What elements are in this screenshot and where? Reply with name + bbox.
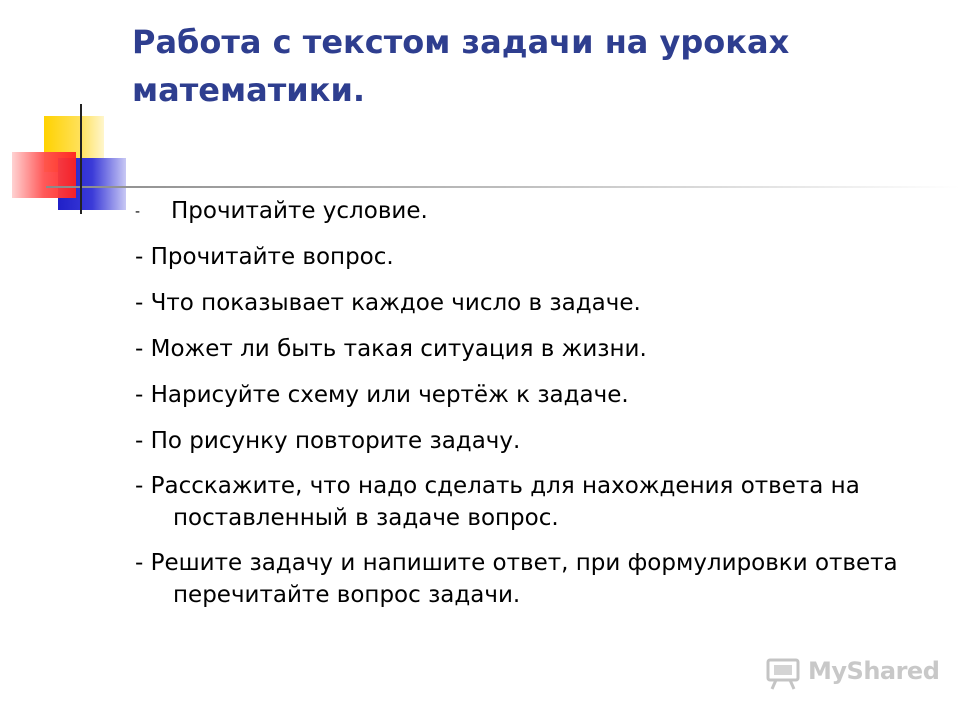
slide-title: Работа с текстом задачи на уроках математики. xyxy=(132,23,790,109)
list-item: - Прочитайте вопрос. xyxy=(135,243,394,270)
vertical-rule xyxy=(80,104,82,214)
list-item: - Нарисуйте схему или чертёж к задаче. xyxy=(135,381,629,408)
list-item: - Что показывает каждое число в задаче. xyxy=(135,289,641,316)
list-item: - Расскажите, что надо сделать для нахождения ответа на поставленный в задаче вопрос. xyxy=(135,472,860,531)
list-item: - Может ли быть такая ситуация в жизни. xyxy=(135,335,647,362)
watermark-brand: MyShared xyxy=(808,657,940,685)
list-dash: - xyxy=(135,203,141,220)
red-square xyxy=(12,152,76,198)
horizontal-rule xyxy=(46,186,960,188)
list-item: - Решите задачу и напишите ответ, при формулировки ответа перечитайте вопрос задачи. xyxy=(135,549,898,608)
list-item: - По рисунку повторите задачу. xyxy=(135,427,521,454)
list-item xyxy=(135,195,945,228)
instruction-list xyxy=(135,195,945,611)
list-item-text: Прочитайте условие. xyxy=(171,198,428,224)
